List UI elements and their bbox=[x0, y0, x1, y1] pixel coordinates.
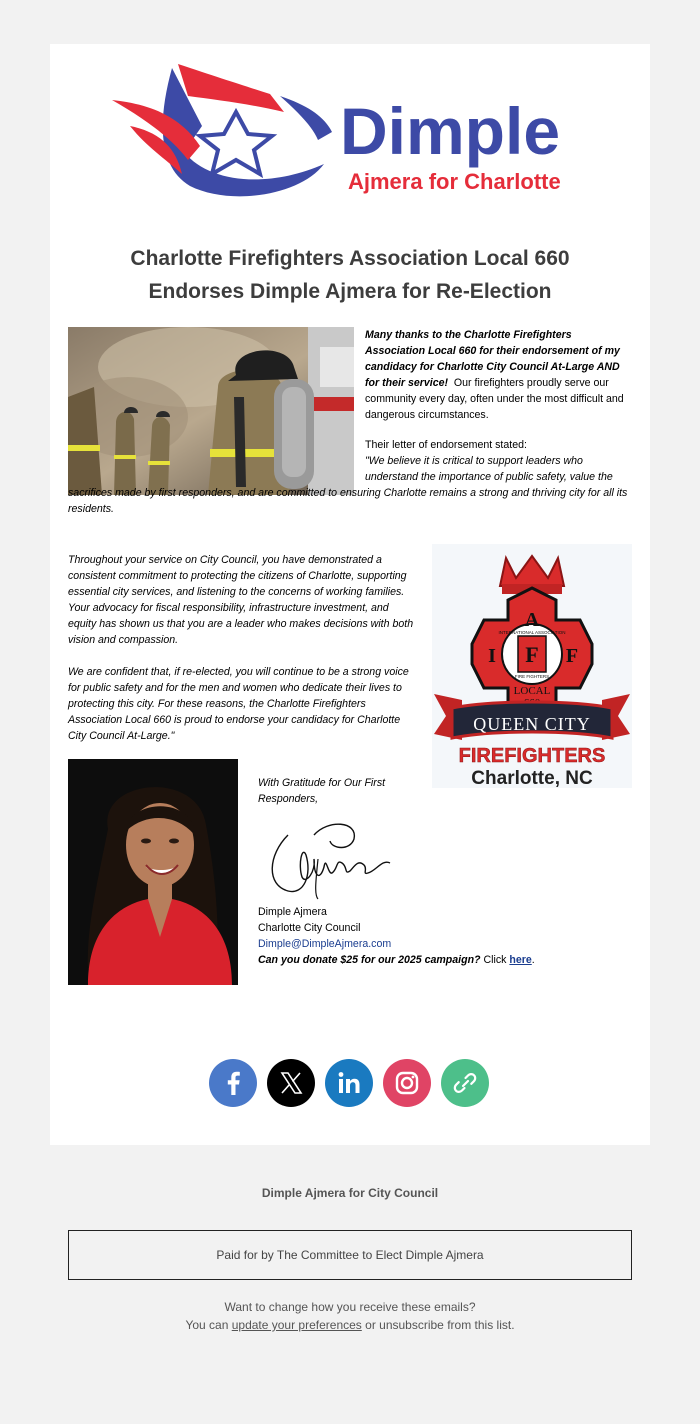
letter-paragraph-2: We are confident that, if re-elected, you will continue to be a strong voice for public safety and for the men and women who dedicate their lives to protecting this city. For these reasons, the Charlotte Firefighters Association Local 660 is proud to endorse your candidacy for Charlotte City Council At-Large." bbox=[68, 666, 409, 742]
gratitude-line: With Gratitude for Our First Responders, bbox=[258, 777, 386, 805]
campaign-logo bbox=[110, 56, 590, 206]
donate-ask: Can you donate $25 for our 2025 campaign? bbox=[258, 954, 481, 966]
signer-title: Charlotte City Council bbox=[258, 922, 361, 934]
prefs-question: Want to change how you receive these emails? bbox=[224, 1300, 476, 1314]
iaff-ring-text: INTERNATIONAL ASSOCIATION bbox=[498, 630, 566, 635]
linkedin-icon bbox=[325, 1059, 373, 1107]
iaff-city: Charlotte, NC bbox=[471, 768, 593, 788]
candidate-portrait bbox=[68, 759, 238, 985]
signer-name: Dimple Ajmera bbox=[258, 906, 327, 918]
paid-for-text: Paid for by The Committee to Elect Dimple Ajmera bbox=[216, 1248, 484, 1262]
logo-star bbox=[200, 112, 272, 174]
logo-top-flame bbox=[178, 64, 284, 112]
headline-line-2: Endorses Dimple Ajmera for Re-Election bbox=[148, 280, 552, 303]
headline-line-1: Charlotte Firefighters Association Local 660 bbox=[130, 247, 570, 270]
website-link-button[interactable] bbox=[441, 1059, 489, 1107]
footer-org-name: Dimple Ajmera for City Council bbox=[261, 1186, 439, 1200]
donate-click-text: Click bbox=[480, 954, 510, 966]
intro-thanks-italic: Many thanks to the Charlotte Firefighters Association Local 660 for their endorsement of my candidacy for Charlotte City Council At-Large AND for their service! bbox=[365, 329, 620, 389]
email-card bbox=[50, 44, 650, 1145]
endorsement-letter bbox=[68, 552, 418, 760]
iaff-letter-f-center: F bbox=[525, 642, 539, 667]
donate-period: . bbox=[531, 954, 535, 966]
email-link[interactable]: Dimple@DimpleAjmera.com bbox=[258, 938, 392, 950]
closing-block bbox=[258, 775, 638, 968]
donate-line bbox=[258, 952, 638, 968]
logo-tagline: Ajmera for Charlotte bbox=[348, 169, 561, 194]
iaff-subtitle: FIREFIGHTERS bbox=[458, 745, 606, 767]
linkedin-button[interactable] bbox=[325, 1059, 373, 1107]
email-preferences bbox=[0, 1298, 700, 1334]
intro-thanks-rest: Our firefighters proudly serve our community every day, often under the most difficult and dangerous circumstances. bbox=[365, 377, 624, 421]
headline bbox=[80, 242, 620, 308]
prefs-line bbox=[0, 1316, 700, 1334]
iaff-ring-bottom: FIRE FIGHTERS bbox=[514, 674, 550, 679]
signature-image bbox=[258, 815, 403, 900]
photo-wrap-spacer bbox=[68, 327, 365, 485]
donate-here-link[interactable]: here bbox=[509, 954, 532, 966]
facebook-icon bbox=[209, 1059, 257, 1107]
prefs-rest: or unsubscribe from this list. bbox=[361, 1318, 515, 1332]
logo-name: Dimple bbox=[340, 94, 561, 168]
intro-letter-intro: Their letter of endorsement stated: bbox=[365, 439, 527, 451]
logo-right-swoosh bbox=[280, 96, 332, 140]
prefs-you-can: You can bbox=[185, 1318, 232, 1332]
instagram-button[interactable] bbox=[383, 1059, 431, 1107]
instagram-icon bbox=[383, 1059, 431, 1107]
link-icon bbox=[441, 1059, 489, 1107]
iaff-letter-i: I bbox=[488, 645, 496, 667]
update-preferences-link[interactable]: update your preferences bbox=[231, 1318, 362, 1332]
intro-quote-text: "We believe it is critical to support leaders who understand the importance of public safety, value the sacrifices made by first responders, and are committed to ensuring Charlotte remains a strong and thriving city for all its residents. bbox=[68, 455, 628, 515]
iaff-letter-f-right: F bbox=[565, 645, 579, 667]
iaff-local-660-logo bbox=[432, 544, 632, 788]
iaff-letter-a: A bbox=[524, 609, 540, 631]
iaff-local-label: LOCAL bbox=[513, 685, 551, 697]
x-button[interactable] bbox=[267, 1059, 315, 1107]
x-icon bbox=[267, 1059, 315, 1107]
paid-for-box bbox=[68, 1230, 632, 1280]
intro-text bbox=[68, 327, 632, 517]
iaff-banner-text: QUEEN CITY bbox=[473, 714, 591, 734]
letter-paragraph-1: Throughout your service on City Council, you have demonstrated a consistent commitment to protecting the citizens of Charlotte, supporting essential city services, and listening to the concerns of working families. Your advocacy for fiscal responsibility, infrastructure investment, and equity has shown us that you are a leader who makes decisions with both vision and compassion. bbox=[68, 554, 414, 646]
social-links bbox=[209, 1059, 509, 1107]
facebook-button[interactable] bbox=[209, 1059, 257, 1107]
